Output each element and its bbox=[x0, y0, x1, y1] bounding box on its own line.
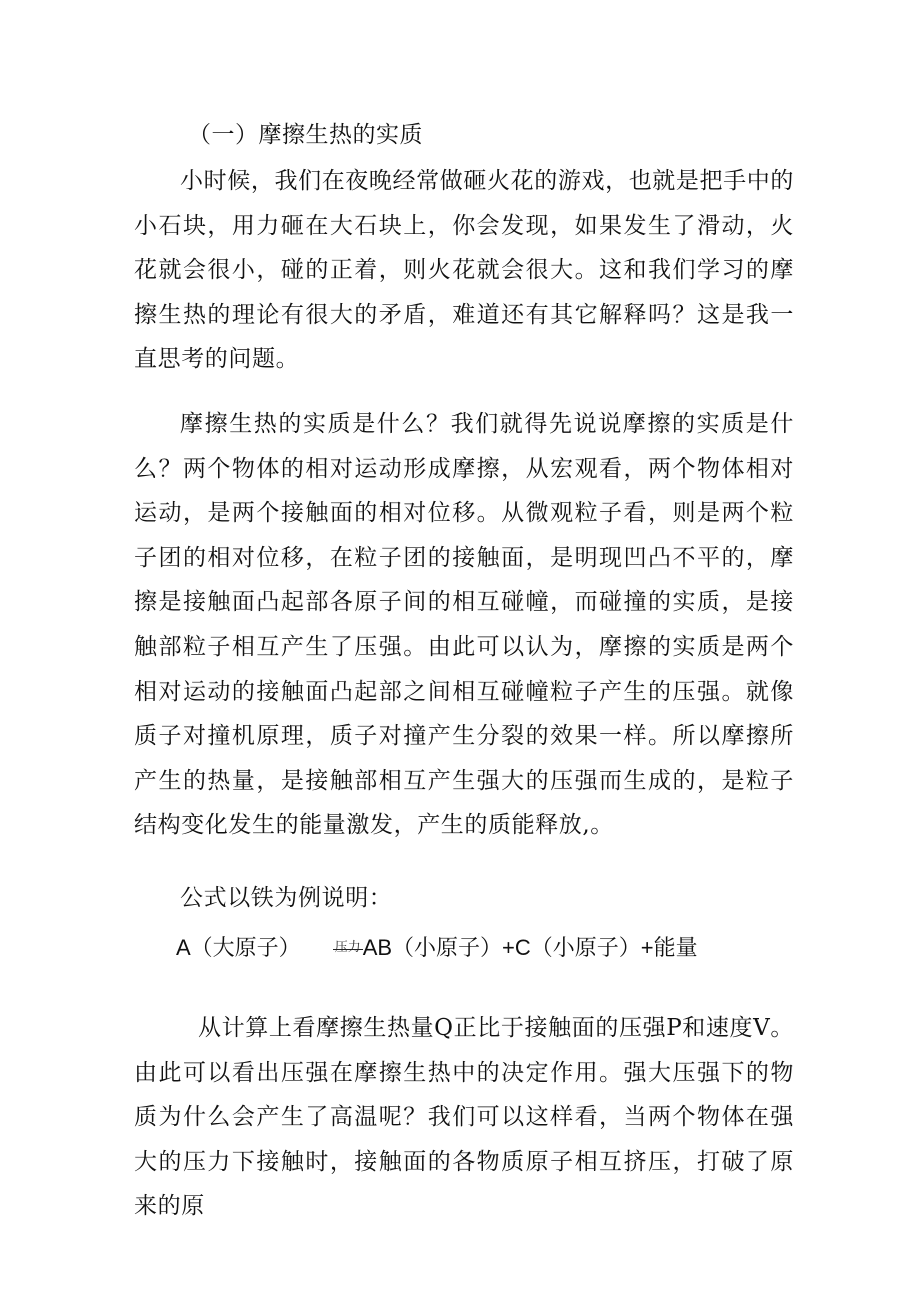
formula-left: A（大原子） bbox=[176, 935, 301, 960]
section-heading: （一）摩擦生热的实质 bbox=[188, 122, 423, 148]
formula-intro: 公式以铁为例说明： bbox=[180, 885, 393, 911]
paragraph-calculation: 从计算上看摩擦生热量Q正比于接触面的压强P和速度V。由此可以看出压强在摩擦生热中的决定作用。强大压强下的物质为什么会产生了高温呢？我们可以这样看，当两个物体在强大的压力下接触时，接触面的各物质原子相互挤压，打破了原来的原 bbox=[134, 1015, 794, 1220]
paragraph-friction-essence: 摩擦生热的实质是什么？我们就得先说说摩擦的实质是什么？两个物体的相对运动形成摩擦，从宏观看，两个物体相对运动，是两个接触面的相对位移。从微观粒子看，则是两个粒子团的相对位移，在粒子团的接触面，是明现凹凸不平的，摩擦是接触面凸起部各原子间的相互碰幢，而碰撞的实质，是接触部粒子相互产生了压强。由此可以认为，摩擦的实质是两个相对运动的接触面凸起部之间相互碰幢粒子产生的压强。就像质子对撞机原理，质子对撞产生分裂的效果一样。所以摩擦所产生的热量，是接触部相互产生强大的压强而生成的，是粒子结构变化发生的能量激发，产生的质能释放,。 bbox=[134, 411, 794, 839]
reaction-formula bbox=[176, 931, 698, 965]
formula-right: AB（小原子）+C（小原子）+能量 bbox=[362, 935, 698, 960]
formula-arrow-label: 压力 bbox=[335, 931, 361, 965]
paragraph-childhood-sparks: 小时候，我们在夜晚经常做砸火花的游戏，也就是把手中的小石块，用力砸在大石块上，你会发现，如果发生了滑动，火花就会很小，碰的正着，则火花就会很大。这和我们学习的摩擦生热的理论有很大的矛盾，难道还有其它解释吗？这是我一直思考的问题。 bbox=[134, 168, 794, 373]
